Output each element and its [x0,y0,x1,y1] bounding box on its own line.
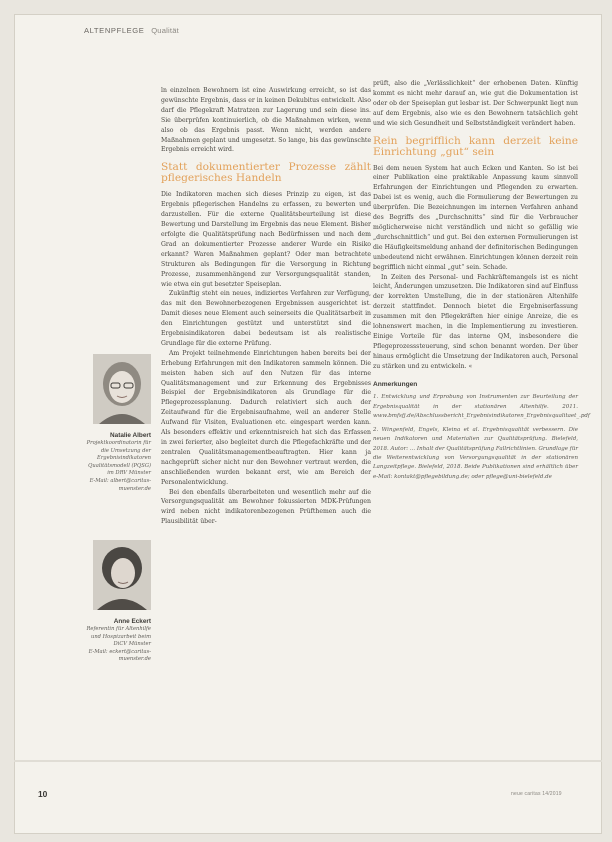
portrait-image [93,354,151,424]
paragraph: In Zeiten des Personal- und Fachkräftemangels ist es nicht leicht, Änderungen umzusetzen. Die Indikatoren sind auf Einfluss der korrekten Umstellung, die in der stationären Altenhilfe derzeit stattfindet. Dennoch bietet die Ergebniserfassung zusammen mit den Pflegekräften hier einige Anreize, die es lohnenswert machen, in die Implementierung zu investieren. Einige Vorteile für das interne QM, insbesondere die Pflegeprozesssteuerung, sind schon benannt worden. Der über hinaus ermöglicht die Umsetzung der Indikatoren auch, Personal zu stärken und zu entwickeln. « [373,273,578,370]
paragraph: Am Projekt teilnehmende Einrichtungen haben bereits bei der Erhebung Erfahrungen mit den Indikatoren sammeln können. Die meisten haben sich auf den Nutzen für das interne Qualitätsmanagement und zur Erkennung des Ergebnisses Beispiel der Ergebnisindikatoren als Grundlage für die Pflegeprozessplanung. Dadurch relativiert sich auch der Zeitaufwand für die Ergebnisaufnahme, weil an anderer Stelle Aufwand für Visiten, Evaluationen etc. eingespart werden kann. Als besonders effektiv und erkenntnisreich hat sich das Erfassen in zwei ferierter, also begleitet durch die Pflegefachkräfte und der zentralen Qualitätsmanagementbeauftragten. Hier kann ja nachgeprüft sicher nicht nur den Bewohner vertraut werden, die anschließenden wurden bekannt erst, wie am Bereich der Personalentwicklung. [161,349,371,486]
note-item: 2. Wingenfeld, Engels, Kleina et al. Ergebnisqualität verbessern. Die neuen Indikatoren und Materialien zur Qualitätsprüfung. Bielefeld, 2018. Autor: ... Inhalt der Qualitätsprüfung Fallrichtlinien. Grundlage für die Weiterentwicklung von Versorgungsqualität in der stationären Langzeitpflege. Bielefeld, 2018. Beide Publikationen sind erhältlich über e-Mail: kontakt@pflegebildung.de; oder pflege@uni-bielefeld.de [373,426,578,480]
portrait-image [93,540,151,610]
author-photo [93,540,151,610]
paragraph: ln einzelnen Bewohnern ist eine Auswirkung erreicht, so ist das gewünschte Ergebnis, dass er in keinen Dekubitus entwickelt. Also darf die Pflegekraft Matratzen zur Lagerung und sein diese ins. Sie überprüfen kontinuierlich, ob die Maßnahmen wirken, wenn also ob das Ergebnis passt. Wenn nicht, werden andere Maßnahmen geplant und umgesetzt. So lange, bis das gewünschte Ergebnis erreicht wird. [161,87,371,154]
author-email: E-Mail: eckert@caritas-muenster.de [88,648,151,663]
running-header [84,26,179,35]
author-email: E-Mail: albert@caritas-muenster.de [89,477,151,492]
author-caption [81,617,151,664]
notes [373,393,590,482]
author-name: Natalie Albert [110,432,151,439]
text-column-left [161,86,371,527]
subheading: Statt dokumentierter Prozesse zählt pflegerisches Handeln [161,161,371,185]
paragraph: Zukünftig steht ein neues, indiziertes Verfahren zur Verfügung, das mit den Bewohnerbezogenen Ergebnissen ausgerichtet ist. Damit dieses neue Element auch seinerseits die Qualitätsarbeit in den Einrichtungen gestützt und unterstützt sind die Ergebnisindikatoren dabei bedeutsam ist als realistische Grundlage für die externe Prüfung. [161,290,371,347]
notes-heading: Anmerkungen [373,380,418,388]
paragraph: Bei den ebenfalls überarbeiteten und wesentlich mehr auf die Versorgungsqualität am Bewohner fokussierten MDK-Prüfungen wird neben nicht indikatorenbezogenen Prüfthemen auch die Plausibilität über- [161,488,371,526]
author-role: Projektkoordinatorin für die Umsetzung der Ergebnisindikatoren Qualitätsmodell (PQSG) im DRV Münster [86,440,151,477]
author-caption [81,431,151,493]
rubric-label: Qualität [151,26,179,35]
author-name: Anne Eckert [113,618,151,625]
section-label: ALTENPFLEGE [84,26,145,35]
text-column-right [373,79,590,486]
note-item: 1. Entwicklung und Erprobung von Instrumenten zur Beurteilung der Ergebnisqualität in der stationären Altenhilfe. 2011. www.bmfsfj.de/Abschlussbericht_Ergebnisindikatoren_Ergebnisqualitaet_.pdf [373,394,590,420]
paragraph: Bei dem neuen System hat auch Ecken und Kanten. So ist bei einer Publikation eine praktikable Anpassung kaum sinnvoll Erfahrungen der Einrichtungen und Pflegenden zu erwarten. Dabei ist es wenig, auch die Formulierung der Bewertungen zu überprüfen. Die Bezeichnungen im internen Verfahren anhand des Begriffs des „Durchschnitts“ sind für die Verbraucher möglicherweise nicht verständlich und nicht so gefällig wie „durchschnittlich“ und gut. Bei den externen Formulierungen ist die Häufigkeitsmeldung anhand der definitorischen Bedingungen unbedeutend nicht erwähnen. Einrichtungen können derzeit rein begrifflich nicht einmal „gut“ sein. Schade. [373,164,578,271]
journal-name: neue caritas 14/2019 [511,791,562,797]
paragraph: prüft, also die „Verlässlichkeit“ der erhobenen Daten. Künftig kommt es nicht mehr darauf an, wie gut die Dokumentation ist oder ob der Speiseplan gut lesbar ist. Der Schwerpunkt liegt nun auf dem Ergebnis, also wie es den Bewohnern tatsächlich geht und wie sich Gesundheit und Selbstständigkeit verändert haben. [373,80,578,127]
author-photo [93,354,151,424]
subheading: Rein begrifflich kann derzeit keine Einrichtung „gut“ sein [373,134,578,158]
paragraph: Die Indikatoren machen sich dieses Prinzip zu eigen, ist das Ergebnis pflegerischen Handelns zu erfassen, zu bewerten und darzustellen. Für die externe Qualitätsbeurteilung ist diese Bewertung und Darstellung im Ergebnis das neue Element. Bisher erfolgte die Qualitätsprüfung nach Bedürfnissen und nach dem Grad an dokumentierter Prozesse anderer Wurde ein Risiko erkannt? Waren Maßnahmen geplant? Oder man betrachtete Strukturen als Bedingungen für die Versorgung in Richtung Prozesse, zusammenhängend zur Versorgungsqualität standen, wie etwa ein gut besetzter Speiseplan. [161,191,371,288]
page-number: 10 [38,789,48,799]
scan-fold-line [14,760,602,762]
author-role: Referentin für Altenhilfe und Hospizarbeit beim DiCV Münster [86,626,151,648]
